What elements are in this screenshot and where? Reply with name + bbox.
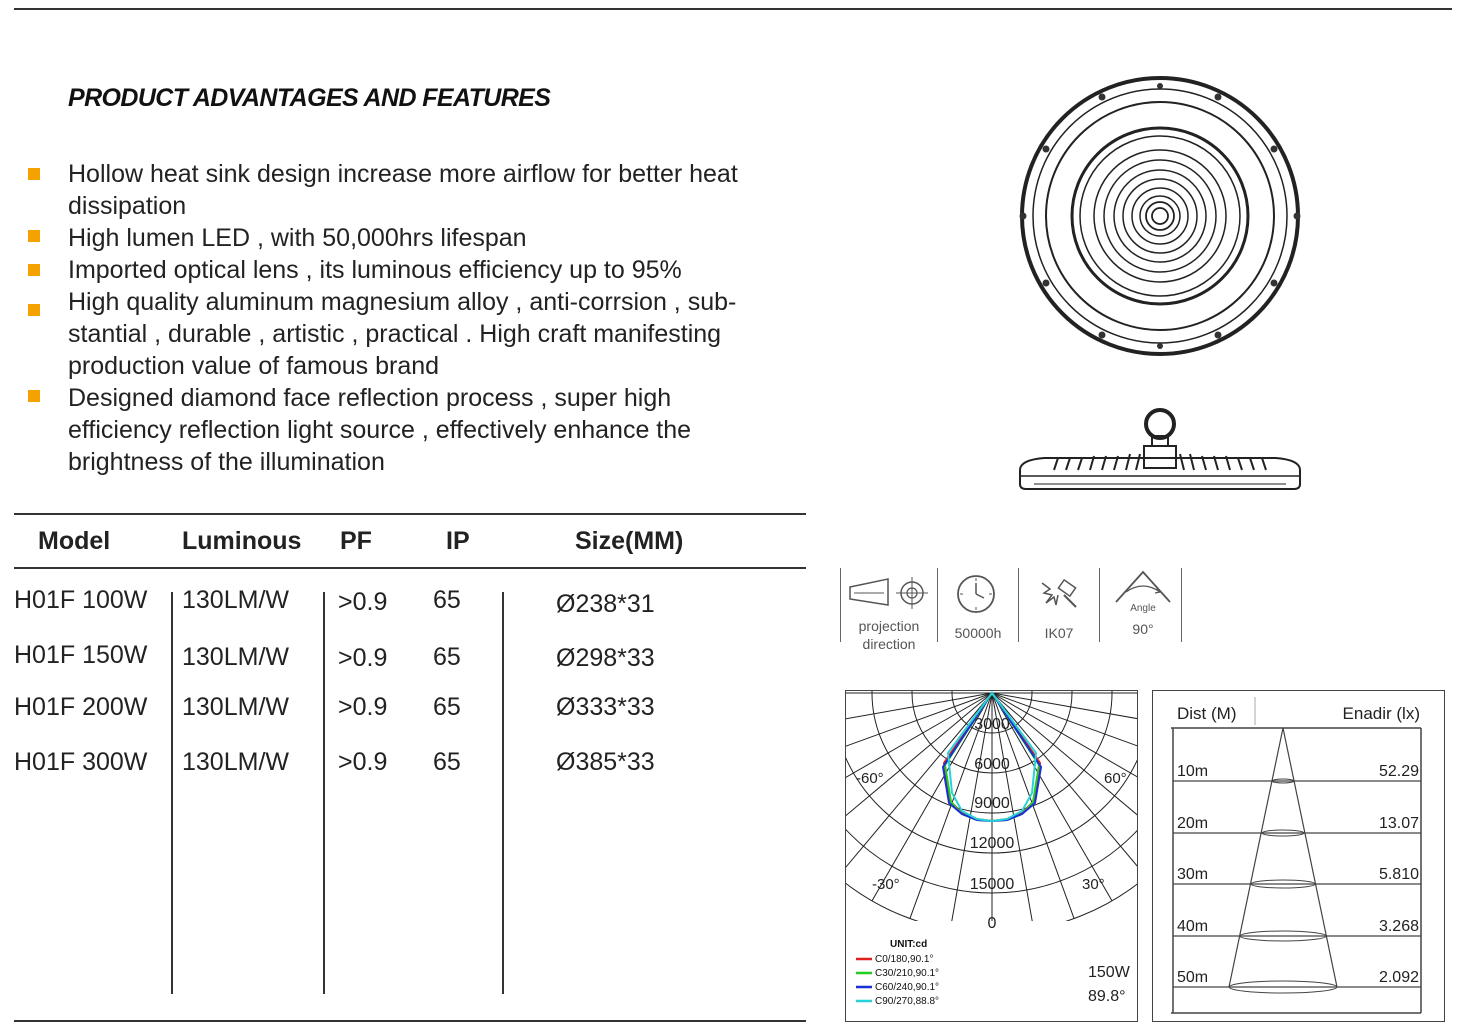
illuminance-diagram xyxy=(1153,691,1444,1021)
dist-value: 40m xyxy=(1177,918,1209,935)
lifespan-label: 50000h xyxy=(954,625,1002,641)
bullet-icon xyxy=(28,264,40,276)
legend-label: C0/180,90.1° xyxy=(875,954,934,965)
cell-luminous: 130LM/W xyxy=(182,586,289,614)
cell-model: H01F 200W xyxy=(14,693,148,721)
header-pf: PF xyxy=(340,527,372,555)
icon-divider xyxy=(1181,568,1182,642)
angle-label-bottom: 0 xyxy=(987,915,997,932)
radial-label: 3000 xyxy=(974,716,1010,733)
dist-header: Dist (M) xyxy=(1177,704,1237,723)
radial-label: 9000 xyxy=(974,795,1010,812)
dist-value: 50m xyxy=(1177,969,1209,986)
angle-label-left-60: -60° xyxy=(856,770,884,787)
feature-item xyxy=(28,254,818,286)
beam-angle-value: 89.8° xyxy=(1088,988,1126,1005)
feature-item xyxy=(28,222,818,254)
lamp-top-view-drawing xyxy=(1010,74,1310,364)
illuminance-panel xyxy=(1152,690,1445,1022)
header-luminous: Luminous xyxy=(182,527,302,555)
top-rule xyxy=(14,8,1452,10)
unit-label: UNIT:cd xyxy=(890,939,928,950)
feature-item xyxy=(28,158,818,222)
cell-luminous: 130LM/W xyxy=(182,693,289,721)
lux-value: 13.07 xyxy=(1378,815,1419,832)
feature-text: High quality aluminum magnesium alloy , anti-corrsion , sub- stantial , durable , artistic , practical . High craft manifesting production value of famous brand xyxy=(68,288,737,380)
cell-pf: >0.9 xyxy=(338,693,388,721)
dist-value: 20m xyxy=(1177,815,1209,832)
feature-text: High lumen LED , with 50,000hrs lifespan xyxy=(68,224,527,252)
lux-value: 52.29 xyxy=(1378,763,1419,780)
header-size: Size(MM) xyxy=(575,527,684,555)
power-label: 150W xyxy=(1088,964,1130,981)
feature-item xyxy=(28,382,818,478)
section-title: PRODUCT ADVANTAGES AND FEATURES xyxy=(68,84,551,112)
icon-divider xyxy=(1018,568,1019,642)
column-divider xyxy=(502,592,504,994)
cell-size: Ø238*31 xyxy=(556,590,655,618)
radial-label: 6000 xyxy=(974,756,1010,773)
polar-spoke xyxy=(846,693,992,735)
cell-model: H01F 300W xyxy=(14,748,148,776)
angle-label-right-30: 30° xyxy=(1082,876,1105,893)
lux-value: 2.092 xyxy=(1378,969,1419,986)
beam-angle-caption: Angle xyxy=(1130,603,1156,614)
beam-angle-label: 90° xyxy=(1132,621,1154,637)
cell-pf: >0.9 xyxy=(338,644,388,672)
cell-ip: 65 xyxy=(433,586,461,614)
icon-divider xyxy=(840,568,841,642)
legend-label: C60/240,90.1° xyxy=(875,982,940,993)
feature-text: Hollow heat sink design increase more airflow for better heat dissipation xyxy=(68,160,738,220)
cell-pf: >0.9 xyxy=(338,588,388,616)
cell-size: Ø298*33 xyxy=(556,644,655,672)
projection-direction-icon xyxy=(848,575,932,615)
icon-divider xyxy=(1099,568,1100,642)
cell-luminous: 130LM/W xyxy=(182,748,289,776)
table-top-rule xyxy=(14,513,806,515)
bullet-icon xyxy=(28,390,40,402)
feature-text: Imported optical lens , its luminous efficiency up to 95% xyxy=(68,256,682,284)
legend-label: C30/210,90.1° xyxy=(875,968,940,979)
angle-label-right-60: 60° xyxy=(1104,770,1127,787)
bullet-icon xyxy=(28,304,40,316)
cell-model: H01F 150W xyxy=(14,641,148,669)
bullet-icon xyxy=(28,168,40,180)
header-model: Model xyxy=(38,527,111,555)
icon-divider xyxy=(937,568,938,642)
cell-size: Ø333*33 xyxy=(556,693,655,721)
lux-value: 5.810 xyxy=(1378,866,1419,883)
radial-label: 12000 xyxy=(969,835,1015,852)
cell-ip: 65 xyxy=(433,643,461,671)
angle-label-left-30: -30° xyxy=(872,876,900,893)
lux-header: Enadir (lx) xyxy=(1342,704,1420,723)
dist-value: 30m xyxy=(1177,866,1209,883)
legend-label: C90/270,88.8° xyxy=(875,996,940,1007)
cell-ip: 65 xyxy=(433,693,461,721)
table-header-rule xyxy=(14,567,806,569)
cell-size: Ø385*33 xyxy=(556,748,655,776)
beam-angle-icon xyxy=(1112,568,1174,608)
feature-text: Designed diamond face reflection process , super high efficiency reflection light source , effectively enhance the brightness of the illumination xyxy=(68,384,692,476)
polar-chart xyxy=(846,691,1137,1021)
table-bottom-rule xyxy=(14,1020,806,1022)
column-divider xyxy=(323,592,325,994)
cell-ip: 65 xyxy=(433,748,461,776)
impact-icon xyxy=(1038,575,1082,613)
column-divider xyxy=(171,592,173,994)
clock-icon xyxy=(955,573,997,615)
bullet-icon xyxy=(28,230,40,242)
cell-model: H01F 100W xyxy=(14,586,148,614)
header-ip: IP xyxy=(446,527,470,555)
projection-direction-label: projection direction xyxy=(858,618,920,652)
polar-chart-panel xyxy=(845,690,1138,1022)
lamp-side-view-drawing xyxy=(1014,404,1306,494)
feature-item xyxy=(28,286,818,382)
cell-luminous: 130LM/W xyxy=(182,643,289,671)
polar-spoke xyxy=(992,693,1137,735)
radial-label: 15000 xyxy=(969,876,1015,893)
cell-pf: >0.9 xyxy=(338,748,388,776)
dist-value: 10m xyxy=(1177,763,1209,780)
lux-value: 3.268 xyxy=(1378,918,1419,935)
impact-rating-label: IK07 xyxy=(1044,625,1074,641)
